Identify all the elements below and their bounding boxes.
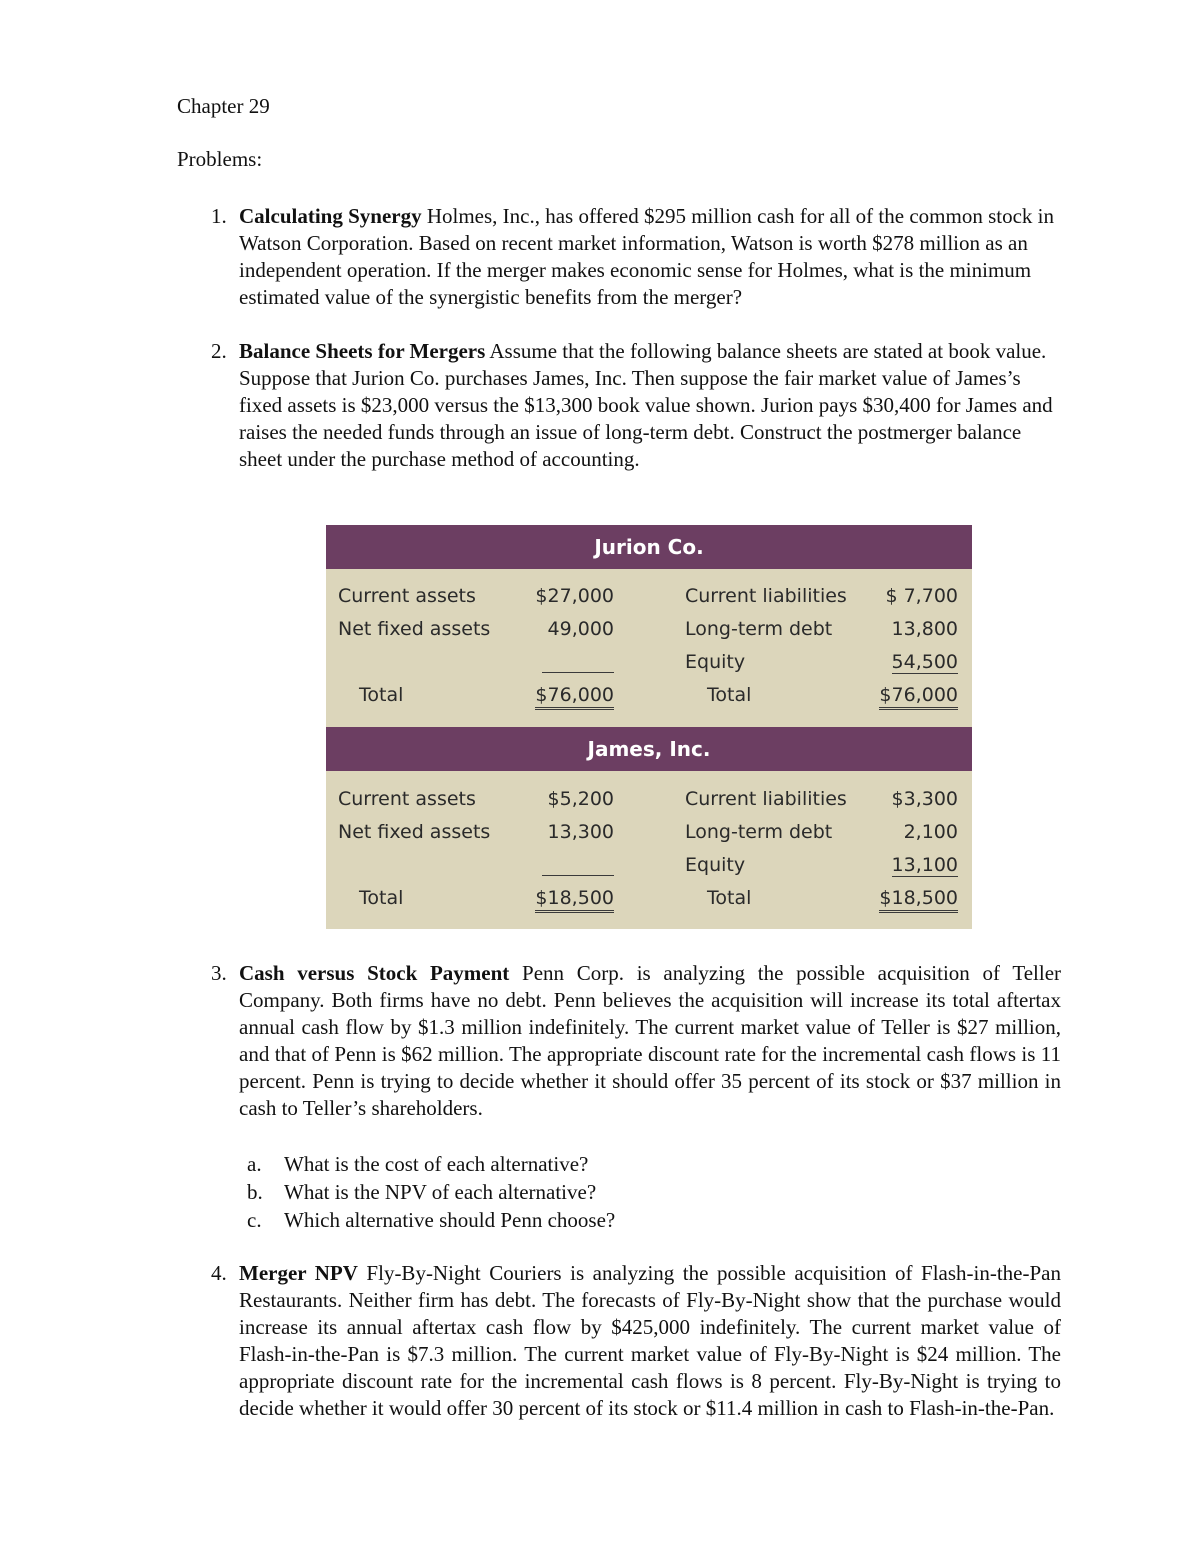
jurion-net-fixed-assets-value: 49,000: [547, 618, 614, 640]
jurion-current-assets-value: $27,000: [535, 585, 614, 607]
subitem-letter: c.: [247, 1208, 262, 1232]
jurion-total-liabilities-label: Total: [707, 684, 752, 706]
problem-text: Assume that the following balance sheets are stated at book value. Suppose that Jurion Co. purchases James, Inc. Then suppose the fair market value of James’s fixed assets is $23,000 versus the $13,300 book value shown. Jurion pays $30,400 for James and raises the needed funds through an issue of long-term debt. Construct the postmerger balance sheet under the purchase method of accounting.: [239, 339, 1053, 471]
problem-1: [211, 203, 1061, 311]
james-current-liabilities-value: $3,300: [891, 788, 958, 810]
problem-title: Calculating Synergy: [239, 204, 422, 228]
problem-title: Merger NPV: [239, 1261, 358, 1285]
james-asset-subtotal-rule: [542, 875, 614, 876]
chapter-title: Chapter 29: [177, 94, 270, 118]
problem-2: [211, 338, 1061, 473]
james-long-term-debt-value: 2,100: [903, 821, 958, 843]
james-net-fixed-assets-value: 13,300: [547, 821, 614, 843]
jurion-long-term-debt-label: Long-term debt: [685, 618, 833, 640]
balance-sheet-header-jurion: Jurion Co.: [326, 525, 972, 569]
balance-sheets-figure: [326, 525, 972, 929]
problem-text: Fly-By-Night Couriers is analyzing the possible acquisition of Flash-in-the-Pan Restaurants. Neither firm has debt. The forecasts of Fly-By-Night show that the purchase would increase its annual aftertax cash flow by $425,000 indefinitely. The current market value of Flash-in-the-Pan is $7.3 million. The current market value of Fly-By-Night is $24 million. The appropriate discount rate for the incremental cash flows is 8 percent. Fly-By-Night is trying to decide whether it would offer 30 percent of its stock or $11.4 million in cash to Flash-in-the-Pan.: [239, 1261, 1061, 1420]
james-net-fixed-assets-label: Net fixed assets: [338, 821, 491, 843]
james-total-assets-value: $18,500: [535, 887, 614, 913]
subitem-text: What is the cost of each alternative?: [284, 1152, 589, 1176]
james-current-assets-label: Current assets: [338, 788, 476, 810]
subitem-text: Which alternative should Penn choose?: [284, 1208, 616, 1232]
jurion-equity-label: Equity: [685, 651, 746, 673]
james-total-label: Total: [359, 887, 404, 909]
jurion-current-assets-label: Current assets: [338, 585, 476, 607]
james-equity-label: Equity: [685, 854, 746, 876]
jurion-total-liabilities-value: $76,000: [879, 684, 958, 710]
problems-heading: Problems:: [177, 147, 263, 171]
jurion-total-assets-value: $76,000: [535, 684, 614, 710]
jurion-total-label: Total: [359, 684, 404, 706]
subitem-text: What is the NPV of each alternative?: [284, 1180, 597, 1204]
subitem-letter: b.: [247, 1180, 263, 1204]
james-current-liabilities-label: Current liabilities: [685, 788, 847, 810]
subitem-letter: a.: [247, 1152, 262, 1176]
jurion-asset-subtotal-rule: [542, 672, 614, 673]
james-current-assets-value: $5,200: [547, 788, 614, 810]
problem-text: Holmes, Inc., has offered $295 million cash for all of the common stock in Watson Corporation. Based on recent market information, Watson is worth $278 million as an independent operation. If the merger makes economic sense for Holmes, what is the minimum estimated value of the synergistic benefits from the merger?: [239, 204, 1054, 309]
problem-4: [211, 1260, 1061, 1422]
jurion-current-liabilities-value: $ 7,700: [885, 585, 958, 607]
problem-title: Balance Sheets for Mergers: [239, 339, 486, 363]
problem-3: [211, 960, 1062, 1122]
james-total-liabilities-value: $18,500: [879, 887, 958, 913]
jurion-net-fixed-assets-label: Net fixed assets: [338, 618, 491, 640]
james-equity-value: 13,100: [891, 854, 958, 876]
problem-number: 1.: [211, 204, 227, 228]
james-total-liabilities-label: Total: [707, 887, 752, 909]
jurion-long-term-debt-value: 13,800: [891, 618, 958, 640]
jurion-current-liabilities-label: Current liabilities: [685, 585, 847, 607]
balance-sheet-header-james: James, Inc.: [326, 727, 972, 771]
problem-number: 3.: [211, 961, 227, 985]
problem-number: 2.: [211, 339, 227, 363]
james-long-term-debt-label: Long-term debt: [685, 821, 833, 843]
problem-title: Cash versus Stock Payment: [239, 961, 510, 985]
jurion-equity-value: 54,500: [891, 651, 958, 673]
problem-number: 4.: [211, 1261, 227, 1285]
problem-text: Penn Corp. is analyzing the possible acquisition of Teller Company. Both firms have no debt. Penn believes the acquisition will increase its total aftertax annual cash flow by $1.3 million indefinitely. The current market value of Teller is $27 million, and that of Penn is $62 million. The appropriate discount rate for the incremental cash flows is 11 percent. Penn is trying to decide whether it should offer 35 percent of its stock or $37 million in cash to Teller’s shareholders.: [239, 961, 1062, 1120]
